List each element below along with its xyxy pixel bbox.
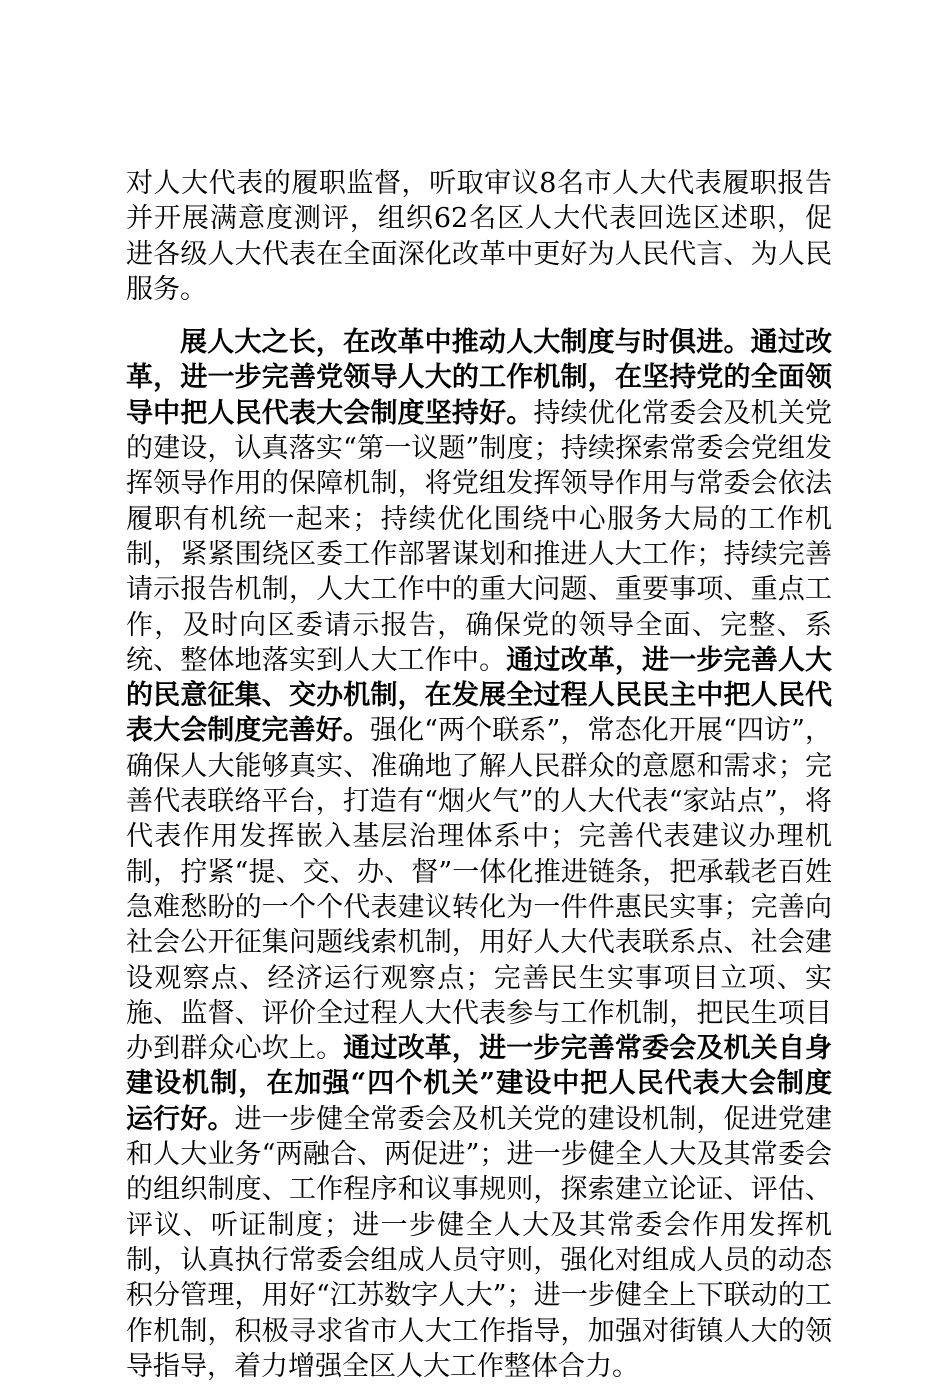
paragraph-2-bold-heading: 展人大之长，在改革中推动人大制度与时俱进。通过改革，进一步完善党领导人大的工作机制，在坚持党的全面领导中把人民代表大会制度坚持好。: [126, 327, 832, 429]
paragraph-1-text: 对人大代表的履职监督，听取审议8名市人大代表履职报告并开展满意度测评，组织62名区人大代表回选区述职，促进各级人大代表在全面深化改革中更好为人民代言、为人民服务。: [126, 168, 832, 305]
paragraph-2-text-2: 强化“两个联系”，常态化开展“四访”，确保人大能够真实、准确地了解人民群众的意愿和需求；完善代表联络平台，打造有“烟火气”的人大代表“家站点”，将代表作用发挥嵌入基层治理体系中；完善代表建议办理机制，拧紧“提、交、办、督”一体化推进链条，把承载老百姓急难愁盼的一个个代表建议转化为一件件惠民实事；完善向社会公开征集问题线索机制，用好人大代表联系点、社会建设观察点、经济运行观察点；完善民生实事项目立项、实施、监督、评价全过程人大代表参与工作机制，把民生项目办到群众心坎上。: [126, 715, 833, 1065]
paragraph-2-bold-2: 通过改革，进一步完善人大的民意征集、交办机制，在发展全过程人民民主中把人民代表大会制度完善好。: [126, 644, 833, 747]
paragraph-1: [126, 166, 832, 307]
document-body: [126, 166, 832, 1384]
paragraph-2: [126, 325, 832, 1384]
paragraph-2-bold-3: 通过改革，进一步完善常委会及机关自身建设机制，在加强“四个机关”建设中把人民代表大会制度运行好。: [126, 1033, 833, 1135]
paragraph-2-text-3: 进一步健全常委会及机关党的建设机制，促进党建和人大业务“两融合、两促进”；进一步健全人大及其常委会的组织制度、工作程序和议事规则，探索建立论证、评估、评议、听证制度；进一步健全人大及其常委会作用发挥机制，认真执行常委会组成人员守则，强化对组成人员的动态积分管理，用好“江苏数字人大”；进一步健全上下联动的工作机制，积极寻求省市人大工作指导，加强对街镇人大的领导指导，着力增强全区人大工作整体合力。: [126, 1103, 832, 1382]
paragraph-2-text-1: 持续优化常委会及机关党的建设，认真落实“第一议题”制度；持续探索常委会党组发挥领导作用的保障机制，将党组发挥领导作用与常委会依法履职有机统一起来；持续优化围绕中心服务大局的工作机制，紧紧围绕区委工作部署谋划和推进人大工作；持续完善请示报告机制，人大工作中的重大问题、重要事项、重点工作，及时向区委请示报告，确保党的领导全面、完整、系统、整体地落实到人大工作中。: [126, 397, 833, 676]
